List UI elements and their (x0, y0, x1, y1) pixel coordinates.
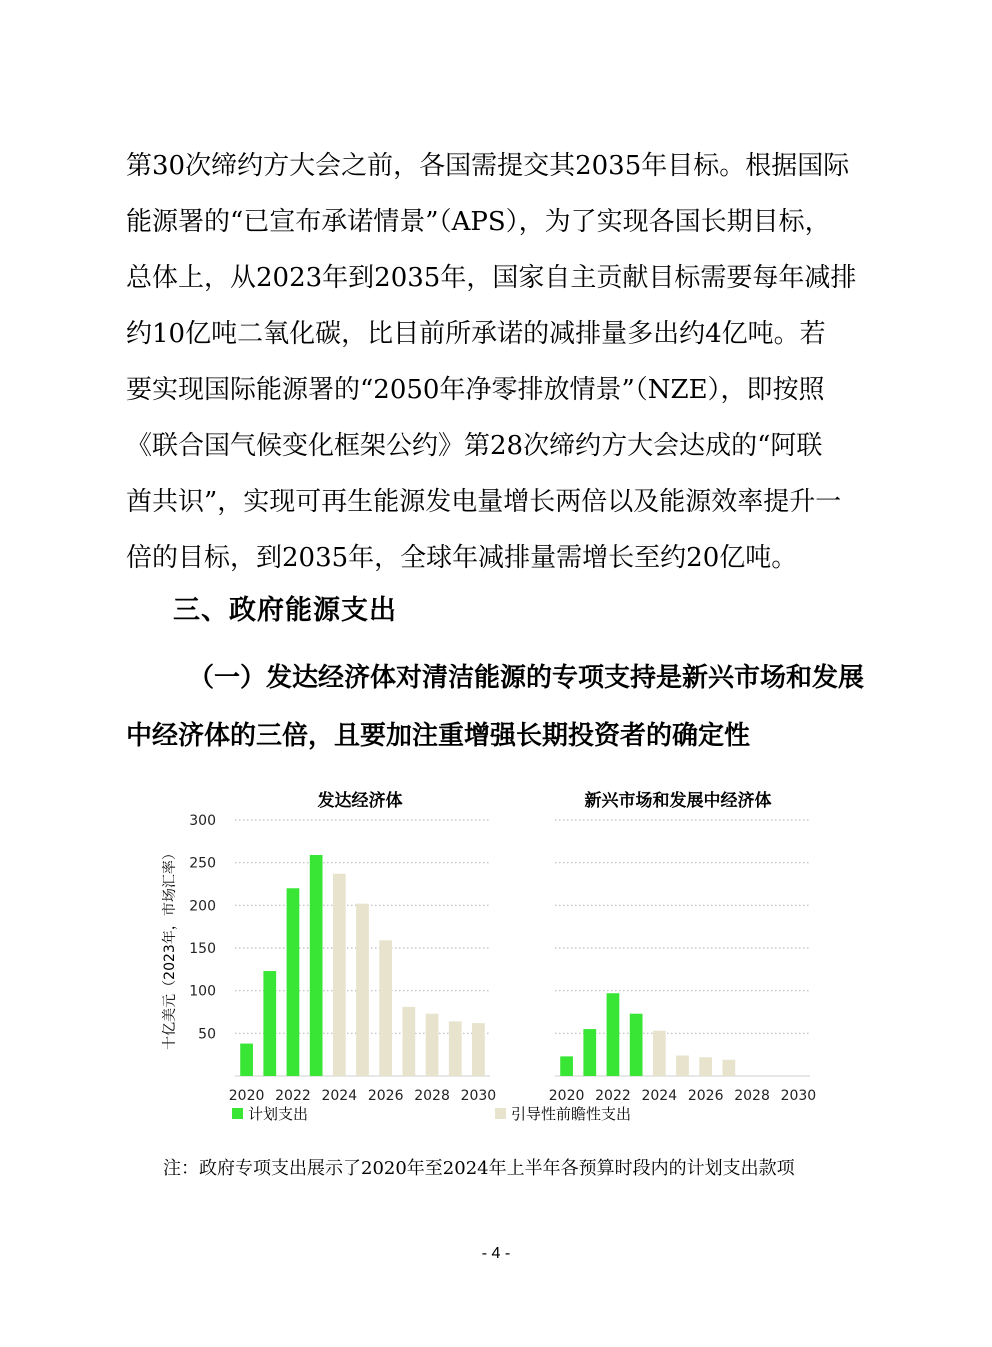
bar-guided (676, 1056, 689, 1076)
y-tick-label: 300 (189, 813, 216, 829)
legend-swatch-guided (495, 1108, 506, 1119)
paragraph-line: 第30次缔约方大会之前，各国需提交其2035年目标。根据国际 (126, 151, 850, 181)
bar-guided (402, 1007, 415, 1076)
panel-title: 发达经济体 (317, 791, 403, 811)
y-tick-label: 50 (198, 1026, 216, 1043)
y-tick-label: 250 (189, 855, 216, 872)
x-tick-label: 2026 (687, 1088, 724, 1104)
bar-guided (472, 1023, 485, 1076)
x-tick-label: 2024 (321, 1088, 358, 1104)
legend-label-guided: 引导性前瞻性支出 (511, 1105, 632, 1123)
spending-chart (150, 780, 830, 1140)
paragraph-line: 总体上，从2023年到2035年，国家自主贡献目标需要每年减排 (126, 263, 857, 293)
x-tick-label: 2026 (367, 1088, 404, 1104)
bar-guided (379, 940, 392, 1076)
legend-swatch-planned (232, 1108, 243, 1119)
y-tick-label: 100 (189, 983, 216, 1000)
bar-guided (426, 1014, 439, 1076)
paragraph-line: 约10亿吨二氧化碳，比目前所承诺的减排量多出约4亿吨。若 (126, 319, 826, 349)
bar-planned (310, 855, 323, 1076)
paragraph-line: 倍的目标，到2035年，全球年减排量需增长至约20亿吨。 (126, 543, 798, 573)
paragraph-line: 能源署的“已宣布承诺情景”（APS），为了实现各国长期目标， (126, 207, 831, 237)
bar-guided (722, 1060, 735, 1076)
x-tick-label: 2028 (414, 1088, 450, 1104)
bar-planned (287, 888, 300, 1076)
x-tick-label: 2030 (780, 1088, 817, 1104)
bar-guided (356, 904, 369, 1076)
bar-planned (630, 1014, 643, 1076)
chart-svg (150, 780, 830, 1140)
bar-planned (560, 1056, 573, 1076)
bar-guided (449, 1021, 462, 1076)
paragraph-line: 要实现国际能源署的“2050年净零排放情景”（NZE），即按照 (126, 375, 825, 405)
bar-planned (607, 993, 620, 1076)
y-axis-label: 十亿美元（2023年，市场汇率） (162, 846, 178, 1050)
x-tick-label: 2022 (595, 1088, 631, 1104)
bar-guided (333, 874, 346, 1076)
subheading-line-2: 中经济体的三倍，且要加注重增强长期投资者的确定性 (126, 721, 751, 751)
x-tick-label: 2028 (734, 1088, 770, 1104)
y-tick-label: 150 (189, 941, 216, 957)
panel-title: 新兴市场和发展中经济体 (584, 791, 772, 811)
x-tick-label: 2030 (460, 1088, 497, 1104)
subheading-line-1: （一）发达经济体对清洁能源的专项支持是新兴市场和发展 (188, 663, 865, 693)
bar-planned (263, 971, 276, 1076)
x-tick-label: 2022 (275, 1088, 311, 1104)
legend-label-planned: 计划支出 (248, 1105, 309, 1123)
page-number: - 4 - (481, 1245, 511, 1262)
bar-planned (583, 1029, 596, 1076)
x-tick-label: 2024 (641, 1088, 678, 1104)
bar-guided (653, 1031, 666, 1076)
chart-note: 注：政府专项支出展示了2020年至2024年上半年各预算时段内的计划支出款项 (163, 1158, 795, 1179)
x-tick-label: 2020 (548, 1088, 585, 1104)
x-tick-label: 2020 (228, 1088, 265, 1104)
paragraph-line: 酋共识”，实现可再生能源发电量增长两倍以及能源效率提升一 (126, 487, 842, 517)
bar-guided (699, 1057, 712, 1076)
section-heading: 三、政府能源支出 (173, 595, 397, 626)
paragraph-line: 《联合国气候变化框架公约》第28次缔约方大会达成的“阿联 (126, 431, 823, 461)
y-tick-label: 200 (189, 898, 216, 915)
bar-planned (240, 1044, 253, 1076)
